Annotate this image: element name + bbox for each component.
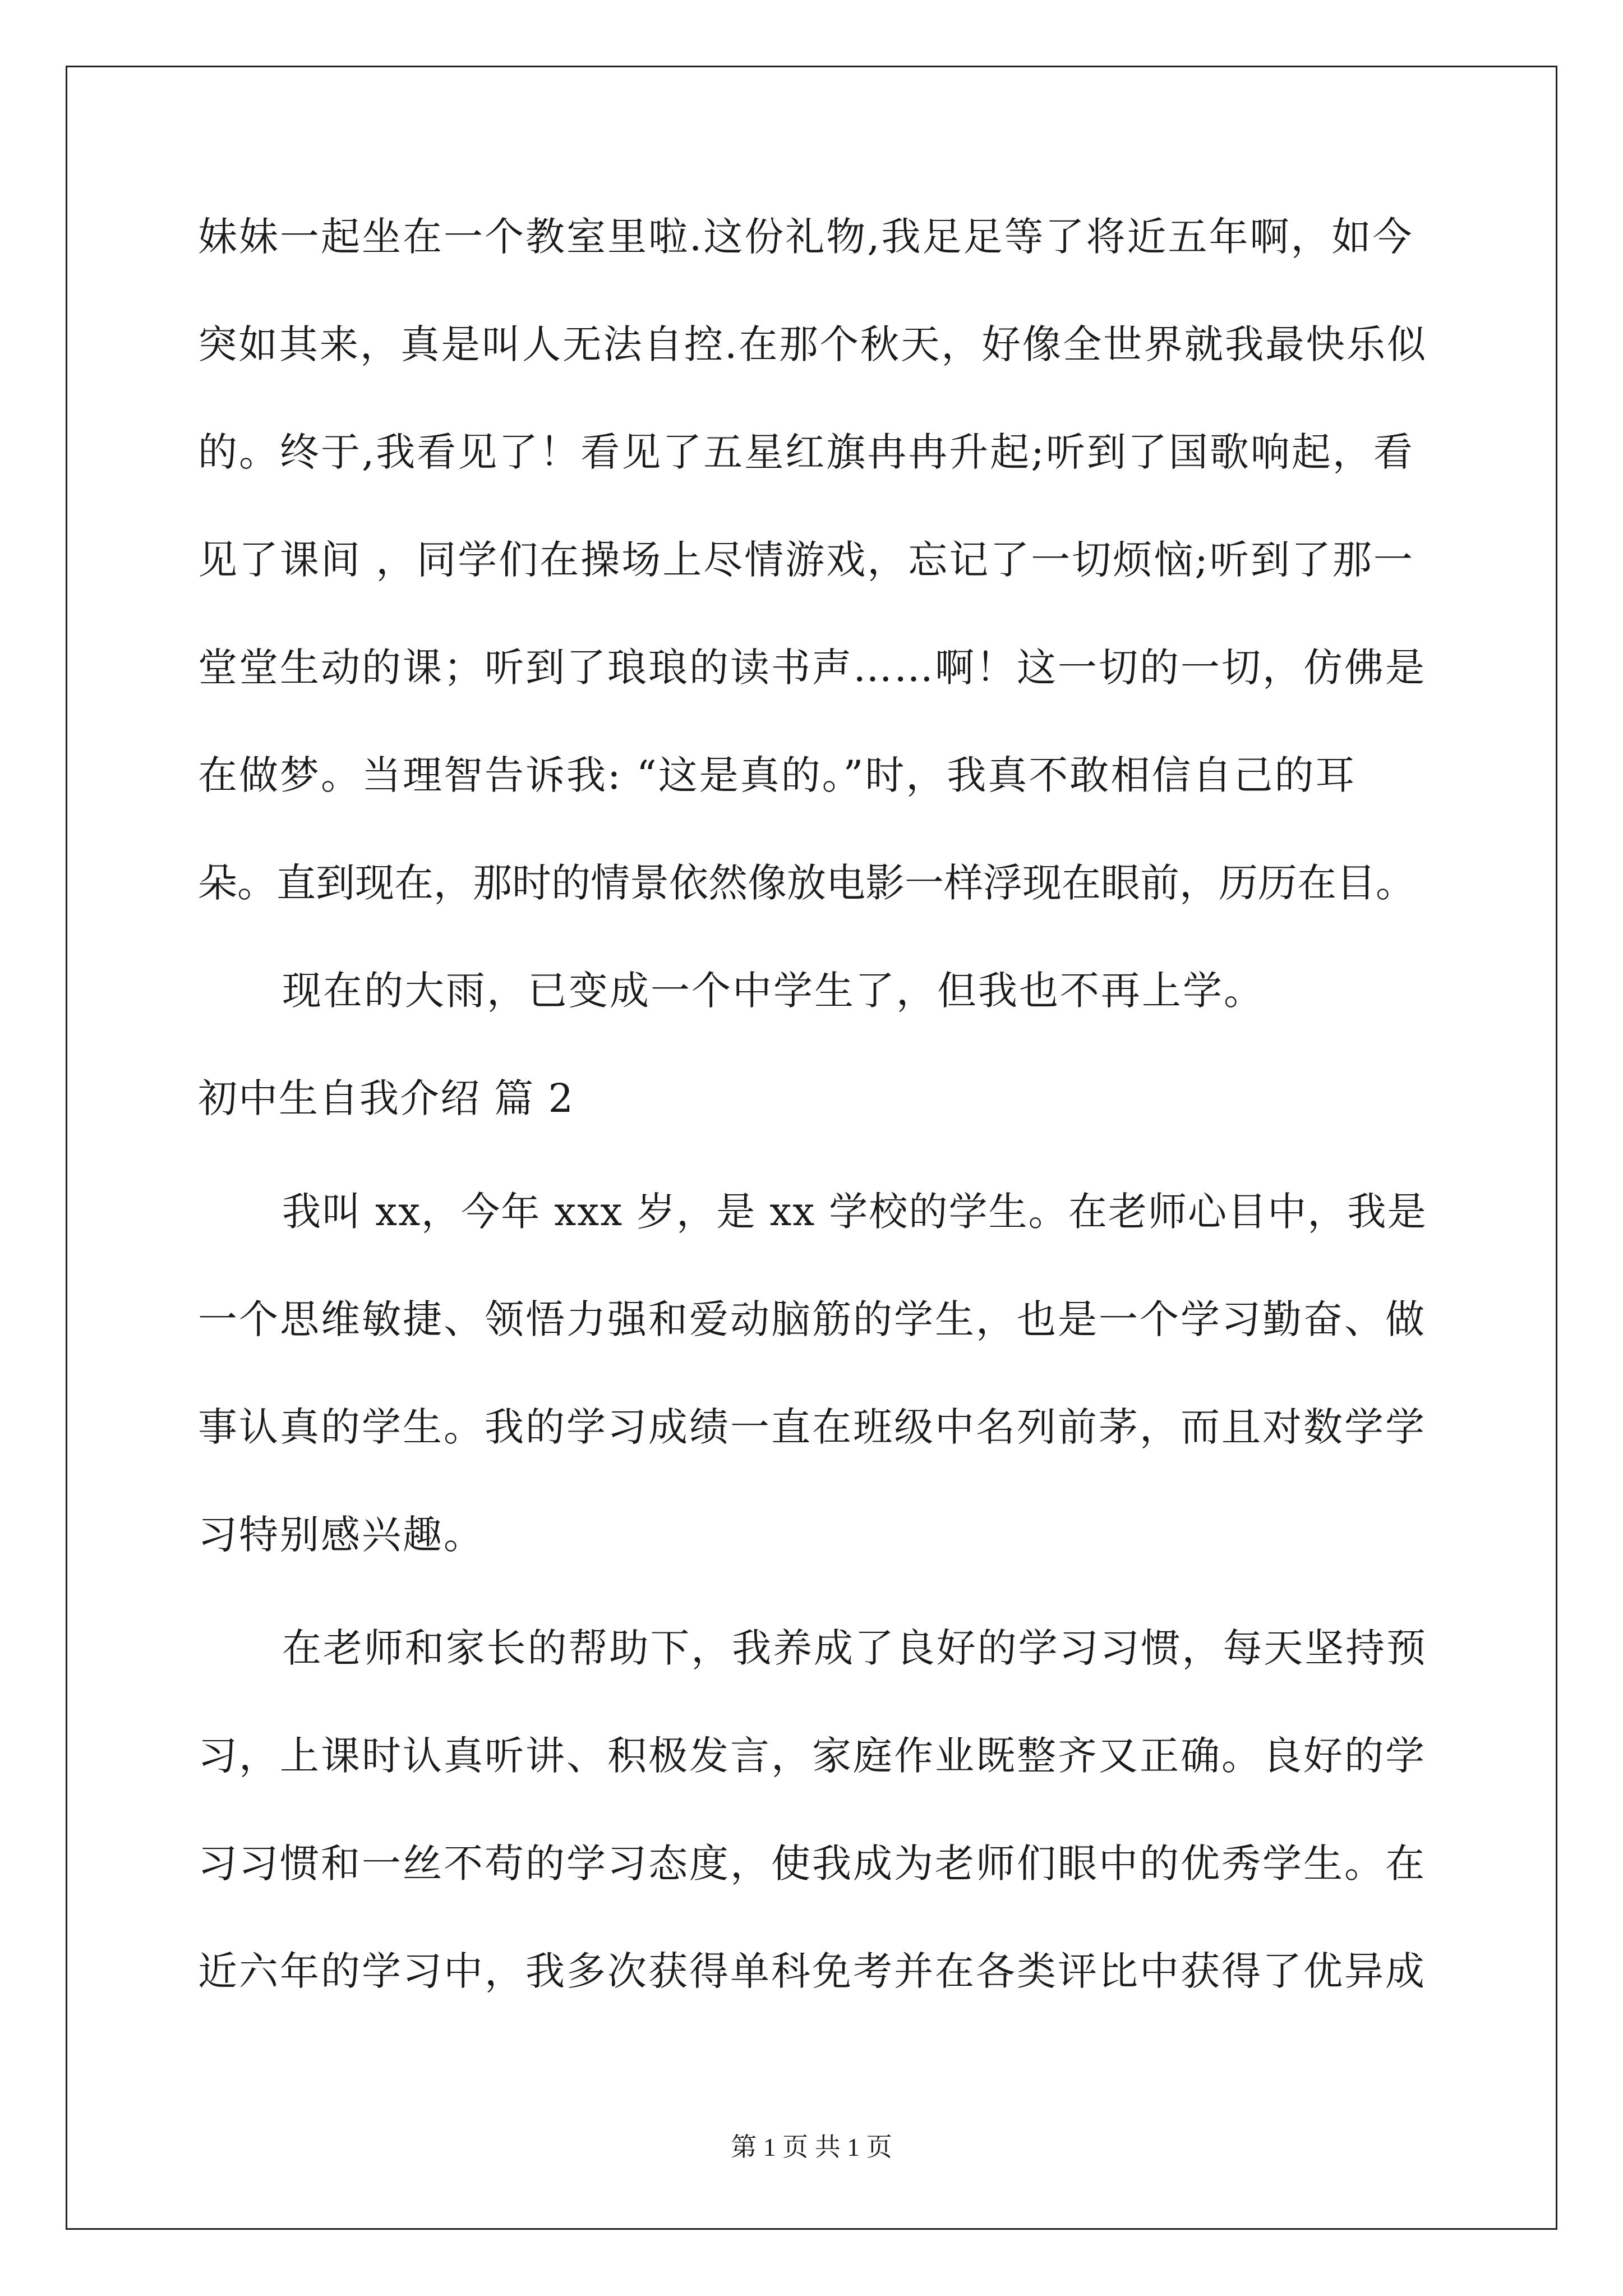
body-line-10: 我叫 xx，今年 xxx 岁，是 xx 学校的学生。在老师心目中，我是 (282, 1189, 1427, 1235)
body-line-8: 现在的大雨，已变成一个中学生了，但我也不再上学。 (282, 968, 1265, 1014)
body-line-1: 妹妹一起坐在一个教室里啦.这份礼物,我足足等了将近五年啊，如今 (198, 214, 1414, 260)
body-line-4: 见了课间 ，同学们在操场上尽情游戏，忘记了一切烦恼;听到了那一 (198, 537, 1414, 583)
body-line-17: 近六年的学习中，我多次获得单科免考并在各类评比中获得了优异成 (198, 1948, 1426, 1994)
body-line-3: 的。终于,我看见了！看见了五星红旗冉冉升起;听到了国歌响起，看 (198, 429, 1414, 475)
body-line-13: 习特别感兴趣。 (198, 1512, 485, 1558)
body-line-5: 堂堂生动的课；听到了琅琅的读书声……啊！这一切的一切，仿佛是 (198, 645, 1426, 691)
body-line-7: 朵。直到现在，那时的情景依然像放电影一样浮现在眼前，历历在目。 (198, 860, 1415, 906)
body-line-16: 习习惯和一丝不苟的学习态度，使我成为老师们眼中的优秀学生。在 (198, 1841, 1426, 1887)
body-line-11: 一个思维敏捷、领悟力强和爱动脑筋的学生，也是一个学习勤奋、做 (198, 1296, 1426, 1342)
body-line-2: 突如其来，真是叫人无法自控.在那个秋天，好像全世界就我最快乐似 (198, 321, 1428, 367)
page-border (66, 66, 1557, 2230)
body-line-15: 习，上课时认真听讲、积极发言，家庭作业既整齐又正确。良好的学 (198, 1733, 1426, 1779)
body-line-12: 事认真的学生。我的学习成绩一直在班级中名列前茅，而且对数学学 (198, 1404, 1426, 1450)
body-line-6: 在做梦。当理智告诉我: “这是真的。”时，我真不敢相信自己的耳 (198, 752, 1357, 798)
section-heading: 初中生自我介绍 篇 2 (198, 1075, 575, 1121)
page-footer: 第 1 页 共 1 页 (731, 2133, 892, 2161)
body-line-14: 在老师和家长的帮助下，我养成了良好的学习习惯，每天坚持预 (282, 1625, 1427, 1671)
